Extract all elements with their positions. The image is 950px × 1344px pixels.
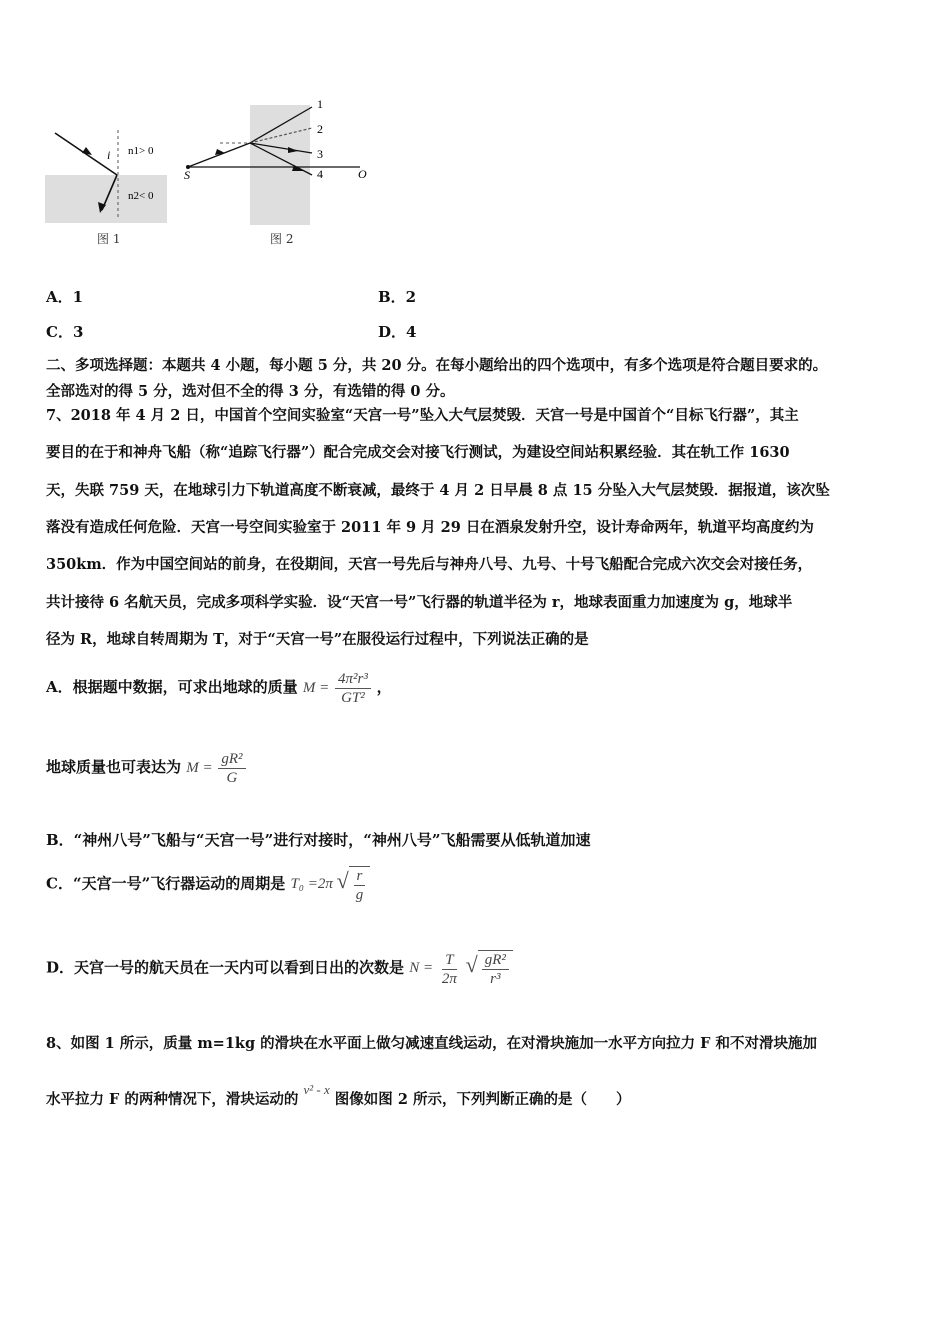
formula-c-lhs: T₀ =2π: [290, 876, 333, 893]
q7-option-c-text: C．“天宫一号”飞行器运动的周期是: [46, 874, 286, 893]
ray-label-3: 3: [317, 147, 323, 161]
q8-line-2-a: 水平拉力 F 的两种情况下，滑块运动的: [46, 1091, 299, 1108]
formula-a2-num: gR²: [218, 750, 245, 769]
q7-line-2: 要目的在于和神舟飞船（称“追踪飞行器”）配合完成交会对接飞行测试，为建设空间站积累经验．其在轨工作 1630: [46, 444, 790, 461]
label-i: i: [107, 148, 111, 162]
q7-option-d-text: D．天宫一号的航天员在一天内可以看到日出的次数是: [46, 958, 405, 977]
ray-label-2: 2: [317, 122, 323, 136]
q8-line-2-b: 图像如图 2 所示，下列判断正确的是（ ）: [334, 1091, 631, 1108]
formula-a2: [186, 751, 247, 786]
figure-2-caption: 图 2: [270, 232, 294, 246]
q6-option-c: C．3: [46, 323, 84, 341]
q7-option-a-comma: ，: [376, 677, 392, 696]
figure-1-caption: 图 1: [97, 232, 121, 246]
ray-label-1: 1: [317, 97, 323, 111]
incident-arrow: [82, 147, 92, 155]
q7-line-4: 落没有造成任何危险．天宫一号空间实验室于 2011 年 9 月 29 日在酒泉发射升空，设计寿命两年，轨道平均高度约为: [46, 519, 814, 536]
label-n1: n1> 0: [128, 145, 154, 157]
formula-d-den: 2π: [441, 970, 457, 987]
q6-option-d: D．4: [378, 323, 417, 341]
q7-option-a: [46, 670, 392, 707]
q7-option-c: [46, 866, 370, 904]
label-s: S: [184, 168, 190, 182]
q8-line-1: 8、如图 1 所示，质量 m=1kg 的滑块在水平面上做匀减速直线运动，在对滑块施加一水平方向拉力 F 和不对滑块施加: [46, 1035, 818, 1052]
formula-d-num: T: [442, 951, 456, 970]
formula-d-rnum: gR²: [482, 951, 509, 970]
q6-option-b: B．2: [378, 288, 417, 306]
q7-option-b: B．“神州八号”飞船与“天宫一号”进行对接时，“神州八号”飞船需要从低轨道加速: [46, 831, 591, 849]
q7-line-7: 径为 R，地球自转周期为 T，对于“天宫一号”在服役运行过程中，下列说法正确的是: [46, 631, 589, 648]
ray-label-4: 4: [317, 167, 323, 181]
q7-line-1: 7、2018 年 4 月 2 日，中国首个空间实验室“天宫一号”坠入大气层焚毁．天宫一号是中国首个“目标飞行器”，其主: [46, 407, 799, 424]
formula-a1: [302, 671, 377, 706]
formula-a1-lhs: M =: [302, 679, 330, 696]
formula-v2-x: v² - x: [303, 1082, 330, 1097]
q7-line-5: 350km．作为中国空间站的前身，在役期间，天宫一号先后与神舟八号、九号、十号飞船配合完成六次交会对接任务，: [46, 556, 813, 573]
figure-1-refraction-diagram: [40, 125, 175, 225]
figure-2-ray-diagram: [180, 95, 380, 230]
medium-block: [250, 105, 310, 225]
q7-option-d: [46, 950, 513, 988]
q7-option-a-text2: 地球质量也可表达为: [46, 757, 182, 776]
q6-option-a: A．1: [46, 288, 84, 306]
formula-a1-den: GT²: [341, 690, 365, 706]
formula-c-num: r: [354, 867, 366, 886]
formula-a2-den: G: [226, 770, 238, 786]
formula-d: N = $\frac{T}{2\pi}$ √ $\frac{\text{gR²}}{\text{r³}}$: [409, 960, 513, 976]
incident-ray-fig2: [188, 143, 250, 167]
section2-heading-line1: 二、多项选择题：本题共 4 小题，每小题 5 分，共 20 分。在每小题给出的四个选项中，有多个选项是符合题目要求的。: [46, 357, 828, 374]
q7-option-a-text: A．根据题中数据，可求出地球的质量: [46, 677, 298, 696]
q7-line-6: 共计接待 6 名航天员，完成多项科学实验．设“天宫一号”飞行器的轨道半径为 r，地球表面重力加速度为 g，地球半: [46, 594, 793, 611]
label-n2: n2< 0: [128, 190, 154, 202]
q7-line-3: 天，失联 759 天，在地球引力下轨道高度不断衰减，最终于 4 月 2 日早晨 8 点 15 分坠入大气层焚毁．据报道，该次坠: [46, 482, 830, 499]
formula-a1-num: 4π²r³: [335, 670, 371, 689]
formula-c: T₀ =2π √ $\frac{r}{g}$: [290, 876, 370, 892]
formula-d-rden: r³: [490, 971, 501, 987]
q8-line-2: [46, 1082, 631, 1109]
label-o: O: [358, 167, 367, 181]
formula-d-lhs: N =: [409, 960, 434, 977]
section2-heading-line2: 全部选对的得 5 分，选对但不全的得 3 分，有选错的得 0 分。: [46, 383, 455, 400]
formula-a2-lhs: M =: [186, 759, 213, 776]
q7-option-a-second: [46, 750, 248, 787]
formula-c-den: g: [355, 887, 364, 903]
